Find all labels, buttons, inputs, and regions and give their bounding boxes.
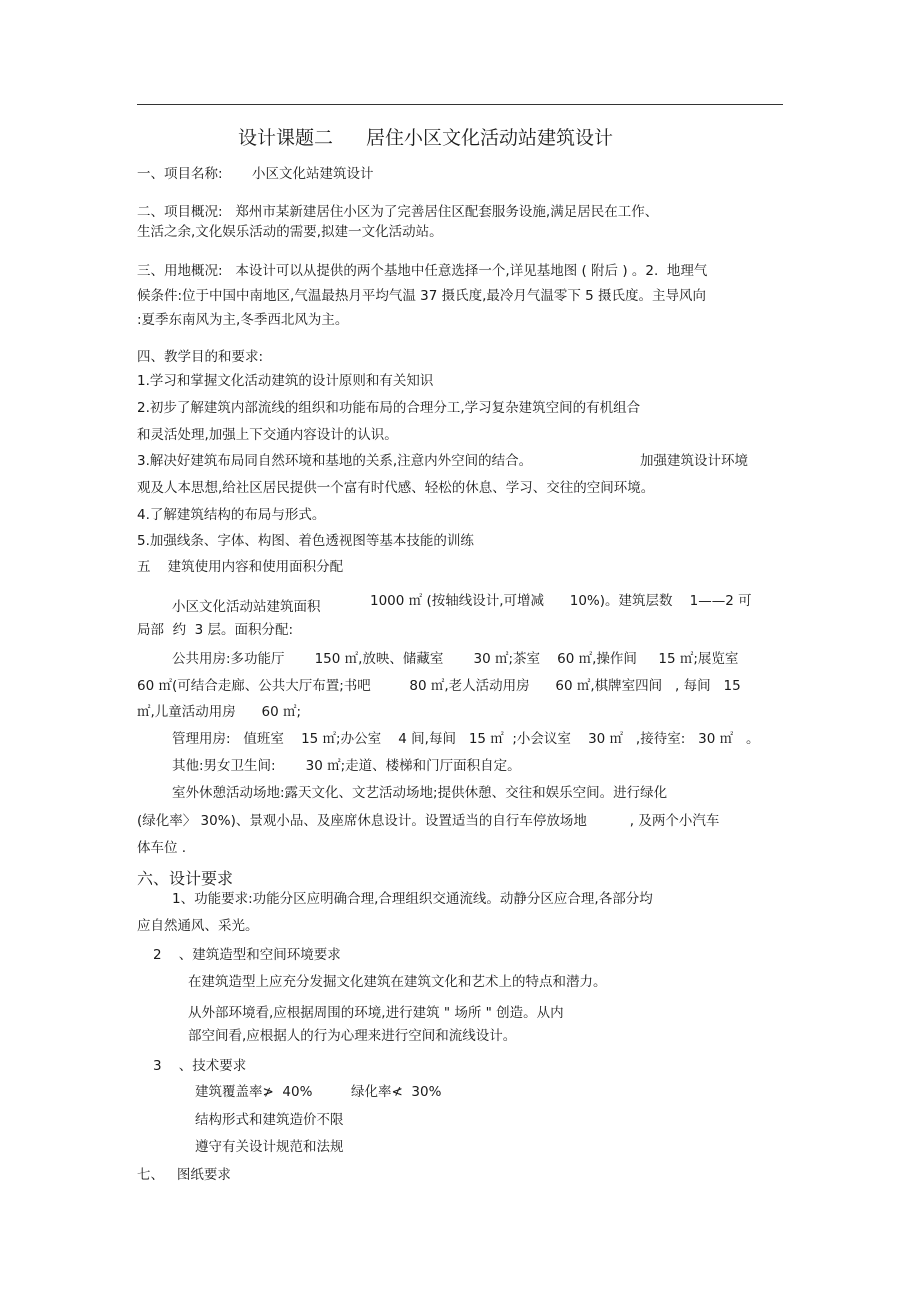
- s5-outdoor-b: (绿化率〉 30%)、景观小品、及座席休息设计。设置适当的自行车停放场地 , 及两个小汽车: [137, 813, 720, 829]
- s4-item-3b: 观及人本思想,给社区居民提供一个富有时代感、轻松的休息、学习、交往的空间环境。: [137, 480, 655, 496]
- s3-line-b: 候条件:位于中国中南地区,气温最热月平均气温 37 摄氏度,最冷月气温零下 5 摄氏度。主导风向: [137, 288, 707, 304]
- s5-public-c: ㎡,儿童活动用房 60 ㎡;: [137, 704, 302, 720]
- s6-item-2a: 在建筑造型上应充分发掘文化建筑在建筑文化和艺术上的特点和潜力。: [188, 974, 607, 990]
- s5-area-value: 1000 ㎡ (按轴线设计,可增减 10%)。建筑层数 1——2 可: [370, 593, 752, 609]
- s6-item-3b: 结构形式和建筑造价不限: [195, 1112, 344, 1128]
- s4-heading: 四、教学目的和要求:: [137, 349, 264, 365]
- s6-heading: 六、设计要求: [137, 869, 234, 888]
- s4-item-5: 5.加强线条、字体、构图、着色透视图等基本技能的训练: [137, 533, 474, 549]
- s6-item-3-heading: 3 、技术要求: [153, 1058, 247, 1074]
- s6-item-2b: 从外部环境看,应根据周围的环境,进行建筑 " 场所 " 创造。从内: [188, 1005, 564, 1021]
- s1-label: 一、项目名称:: [137, 166, 223, 182]
- s5-public-a: 公共用房:多功能厅 150 ㎡,放映、储藏室 30 ㎡;茶室 60 ㎡,操作间 15 ㎡;展览室: [172, 651, 739, 667]
- s5-outdoor-a: 室外休憩活动场地:露天文化、文艺活动场地;提供休憩、交往和娱乐空间。进行绿化: [172, 785, 668, 801]
- s5-other: 其他:男女卫生间: 30 ㎡;走道、楼梯和门厅面积自定。: [172, 758, 521, 774]
- s2-line-a: 二、项目概况: 郑州市某新建居住小区为了完善居住区配套服务设施,满足居民在工作、: [137, 204, 659, 220]
- s4-item-2a: 2.初步了解建筑内部流线的组织和功能布局的合理分工,学习复杂建筑空间的有机组合: [137, 400, 641, 416]
- s5-public-b: 60 ㎡(可结合走廊、公共大厅布置;书吧 80 ㎡,老人活动用房 60 ㎡,棋牌室四间 , 每间 15: [137, 678, 741, 694]
- s7-heading: 七、 图纸要求: [137, 1167, 231, 1183]
- s4-item-4: 4.了解建筑结构的布局与形式。: [137, 507, 326, 523]
- s6-item-2c: 部空间看,应根据人的行为心理来进行空间和流线设计。: [188, 1028, 517, 1044]
- s4-item-1: 1.学习和掌握文化活动建筑的设计原则和有关知识: [137, 373, 434, 389]
- s6-item-1a: 1、功能要求:功能分区应明确合理,合理组织交通流线。动静分区应合理,各部分均: [172, 891, 653, 907]
- s5-management: 管理用房: 值班室 15 ㎡;办公室 4 间,每间 15 ㎡ ;小会议室 30 ㎡ ,接待室: 30 ㎡ 。: [172, 731, 760, 747]
- s6-item-2-heading: 2 、建筑造型和空间环境要求: [153, 947, 341, 963]
- top-rule: [137, 104, 783, 105]
- s3-line-a: 三、用地概况: 本设计可以从提供的两个基地中任意选择一个,详见基地图 ( 附后 ) 。2. 地理气: [137, 263, 708, 279]
- s4-item-3a-cont: 加强建筑设计环境: [640, 453, 748, 469]
- title-prefix: 设计课题二: [238, 127, 334, 149]
- s6-item-3c: 遵守有关设计规范和法规: [195, 1139, 344, 1155]
- s1-value: 小区文化站建筑设计: [252, 166, 374, 182]
- page-title: 居住小区文化活动站建筑设计: [366, 127, 614, 149]
- s5-area-label: 小区文化活动站建筑面积: [172, 599, 321, 615]
- s5-heading: 五 建筑使用内容和使用面积分配: [137, 559, 344, 575]
- s3-line-c: :夏季东南风为主,冬季西北风为主。: [137, 312, 349, 328]
- s4-item-2b: 和灵活处理,加强上下交通内容设计的认识。: [137, 427, 398, 443]
- s6-item-3a: 建筑覆盖率≯ 40% 绿化率≮ 30%: [195, 1084, 442, 1100]
- s5-area-line-b: 局部 约 3 层。面积分配:: [137, 622, 294, 638]
- s5-outdoor-c: 体车位 .: [137, 840, 187, 856]
- s4-item-3a: 3.解决好建筑布局同自然环境和基地的关系,注意内外空间的结合。: [137, 453, 533, 469]
- s2-line-b: 生活之余,文化娱乐活动的需要,拟建一文化活动站。: [137, 224, 443, 240]
- s6-item-1b: 应自然通风、采光。: [137, 918, 259, 934]
